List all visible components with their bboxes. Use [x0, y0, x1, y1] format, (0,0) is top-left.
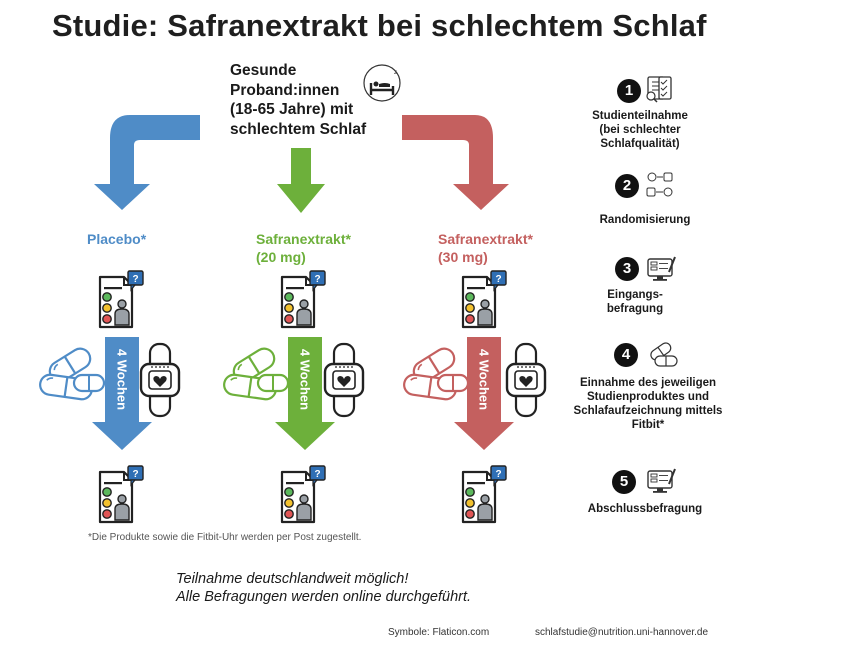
step-text-line: Fitbit*	[631, 419, 665, 431]
step-text-line: Studienteilnahme	[592, 110, 688, 122]
step-number: 1	[617, 79, 641, 103]
group-label-line: Safranextrakt*	[256, 231, 351, 247]
group-label-line: Placebo*	[87, 231, 147, 247]
diagram-graphics: ? z	[0, 0, 850, 658]
online-survey-icon	[648, 257, 675, 281]
participants-line: (18-65 Jahre) mit	[230, 101, 354, 118]
saffron-20mg-flow-arrow	[277, 148, 325, 213]
participants-line: schlechtem Schlaf	[230, 120, 367, 138]
duration-label: 4 Wochen	[114, 348, 130, 411]
saffron-30mg-flow-arrow	[402, 115, 509, 210]
capsule-step-icon	[649, 341, 677, 366]
fitbit-watch-icon	[141, 344, 179, 416]
group-label-line: (30 mg)	[438, 249, 488, 265]
step-text-line: Abschlussbefragung	[587, 503, 703, 515]
baseline-survey-icon	[282, 271, 325, 327]
step-text-line: (bei schlechter	[599, 124, 681, 136]
symbols-credit: Symbole: Flaticon.com	[388, 627, 490, 638]
note-line: Teilnahme deutschlandweit möglich!	[176, 571, 409, 587]
step-text-intake	[558, 376, 738, 432]
step-number: 3	[615, 257, 639, 281]
step-text-line: Randomisierung	[599, 214, 691, 226]
fitbit-watch-icon	[507, 344, 545, 416]
step-number: 5	[612, 470, 636, 494]
randomization-icon	[647, 173, 672, 196]
group-label-line: Safranextrakt*	[438, 231, 533, 247]
baseline-survey-icon	[463, 271, 506, 327]
sleeping-person-icon	[364, 65, 400, 101]
step-number: 2	[615, 174, 639, 198]
online-survey-icon	[648, 469, 675, 493]
group-label-saffron-30mg	[438, 230, 533, 266]
participants-line: Gesunde	[230, 62, 297, 79]
step-text-line: Schlafaufzeichnung mittels	[573, 405, 723, 417]
step-text-randomization	[575, 213, 715, 227]
step-text-line: Eingangs-	[607, 289, 663, 301]
final-survey-icon	[463, 466, 506, 522]
group-label-line: (20 mg)	[256, 249, 306, 265]
page-title: Studie: Safranextrakt bei schlechtem Schlaf	[52, 8, 707, 43]
step-text-line: Einnahme des jeweiligen	[579, 377, 717, 389]
footnote: *Die Produkte sowie die Fitbit-Uhr werden per Post zugestellt.	[88, 532, 362, 543]
participants-line: Proband:innen	[230, 81, 340, 99]
svg-text:z: z	[394, 70, 397, 76]
contact-email: schlafstudie@nutrition.uni-hannover.de	[535, 627, 709, 638]
step-text-participation	[575, 109, 705, 151]
checklist-icon	[647, 77, 671, 102]
duration-label: 4 Wochen	[476, 348, 492, 411]
capsules-icon	[223, 345, 288, 401]
step-text-final-survey	[570, 502, 720, 516]
step-text-line: befragung	[606, 303, 664, 315]
duration-label: 4 Wochen	[297, 348, 313, 411]
step-text-line: Schlafqualität)	[600, 138, 680, 150]
placebo-flow-arrow	[94, 115, 200, 210]
step-text-baseline-survey	[590, 288, 680, 316]
baseline-survey-icon	[100, 271, 143, 327]
step-number: 4	[614, 343, 638, 367]
step-text-line: Studienproduktes und	[586, 391, 710, 403]
capsules-icon	[39, 345, 104, 401]
notes	[176, 571, 471, 606]
group-label-saffron-20mg	[256, 230, 351, 266]
group-label-placebo	[87, 230, 146, 248]
final-survey-icon	[282, 466, 325, 522]
fitbit-watch-icon	[325, 344, 363, 416]
note-line: Alle Befragungen werden online durchgeführt.	[176, 588, 472, 605]
final-survey-icon	[100, 466, 143, 522]
capsules-icon	[403, 345, 468, 401]
